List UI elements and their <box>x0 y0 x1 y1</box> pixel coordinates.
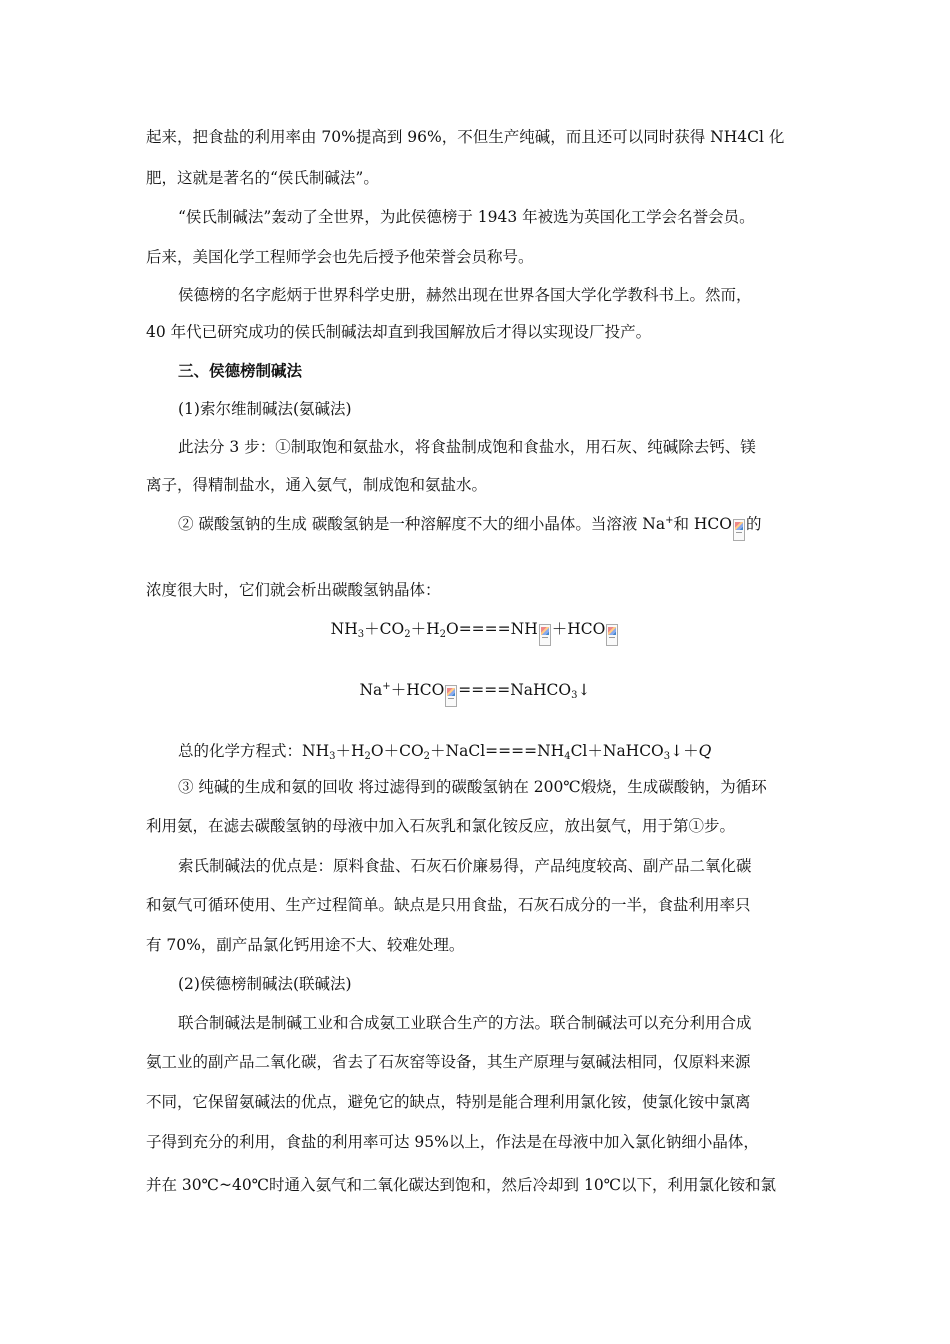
paragraph-line: 40 年代已研究成功的侯氏制碱法却直到我国解放后才得以实现设厂投产。 <box>146 323 652 341</box>
paragraph-line: ② 碳酸氢钠的生成 碳酸氢钠是一种溶解度不大的细小晶体。当溶液 Na+和 HCO 的 <box>178 514 762 541</box>
paragraph-line: 联合制碱法是制碱工业和合成氨工业联合生产的方法。联合制碱法可以充分利用合成 <box>178 1014 752 1032</box>
formula-image-placeholder-icon <box>733 519 745 541</box>
subsection-heading: (1)索尔维制碱法(氨碱法) <box>178 400 352 418</box>
paragraph-line: 和氨气可循环使用、生产过程简单。缺点是只用食盐，石灰石成分的一半，食盐利用率只 <box>146 896 751 914</box>
equation-2: Na+＋HCO ====NaHCO$_3$↓ <box>0 680 950 707</box>
paragraph-line: 氨工业的副产品二氧化碳，省去了石灰窑等设备，其生产原理与氨碱法相同，仅原料来源 <box>146 1053 751 1071</box>
paragraph-line: ③ 纯碱的生成和氨的回收 将过滤得到的碳酸氢钠在 200℃煅烧，生成碳酸钠，为循环 <box>178 778 767 796</box>
subsection-heading: (2)侯德榜制碱法(联碱法) <box>178 975 352 993</box>
paragraph-line: 侯德榜的名字彪炳于世界科学史册，赫然出现在世界各国大学化学教科书上。然而， <box>178 286 752 304</box>
paragraph-line: 离子，得精制盐水，通入氨气，制成饱和氨盐水。 <box>146 476 488 494</box>
paragraph-line: 不同，它保留氨碱法的优点，避免它的缺点，特别是能合理利用氯化铵，使氯化铵中氯离 <box>146 1093 751 1111</box>
paragraph-line: 并在 30℃~40℃时通入氨气和二氧化碳达到饱和，然后冷却到 10℃以下，利用氯化铵和氯 <box>146 1176 777 1194</box>
paragraph-line: 索氏制碱法的优点是：原料食盐、石灰石价廉易得，产品纯度较高、副产品二氧化碳 <box>178 857 752 875</box>
paragraph-line: 利用氨，在滤去碳酸氢钠的母液中加入石灰乳和氯化铵反应，放出氨气，用于第①步。 <box>146 817 736 835</box>
paragraph-line: 起来，把食盐的利用率由 70%提高到 96%，不但生产纯碱，而且还可以同时获得 NH4Cl 化 <box>146 128 785 146</box>
section-heading: 三、侯德榜制碱法 <box>178 361 303 380</box>
formula-image-placeholder-icon <box>539 624 551 646</box>
formula-image-placeholder-icon <box>445 685 457 707</box>
paragraph-line: “侯氏制碱法”轰动了全世界，为此侯德榜于 1943 年被选为英国化工学会名誉会员。 <box>178 208 755 226</box>
paragraph-line: 浓度很大时，它们就会析出碳酸氢钠晶体： <box>146 581 441 599</box>
equation-total: 总的化学方程式：$NH_3+H_2O+CO_2+NaCl====NH_4Cl+NaHCO_3↓+Q$ <box>178 742 712 762</box>
paragraph-line: 肥，这就是著名的“侯氏制碱法”。 <box>146 169 379 187</box>
formula-image-placeholder-icon <box>606 624 618 646</box>
paragraph-line: 后来，美国化学工程师学会也先后授予他荣誉会员称号。 <box>146 248 534 266</box>
paragraph-line: 此法分 3 步：①制取饱和氨盐水，将食盐制成饱和食盐水，用石灰、纯碱除去钙、镁 <box>178 438 756 456</box>
paragraph-line: 子得到充分的利用，食盐的利用率可达 95%以上，作法是在母液中加入氯化钠细小晶体， <box>146 1133 759 1151</box>
paragraph-line: 有 70%，副产品氯化钙用途不大、较难处理。 <box>146 936 465 954</box>
equation-1: $NH_3+CO_2+H_2O====NH +HCO$ <box>0 619 950 646</box>
